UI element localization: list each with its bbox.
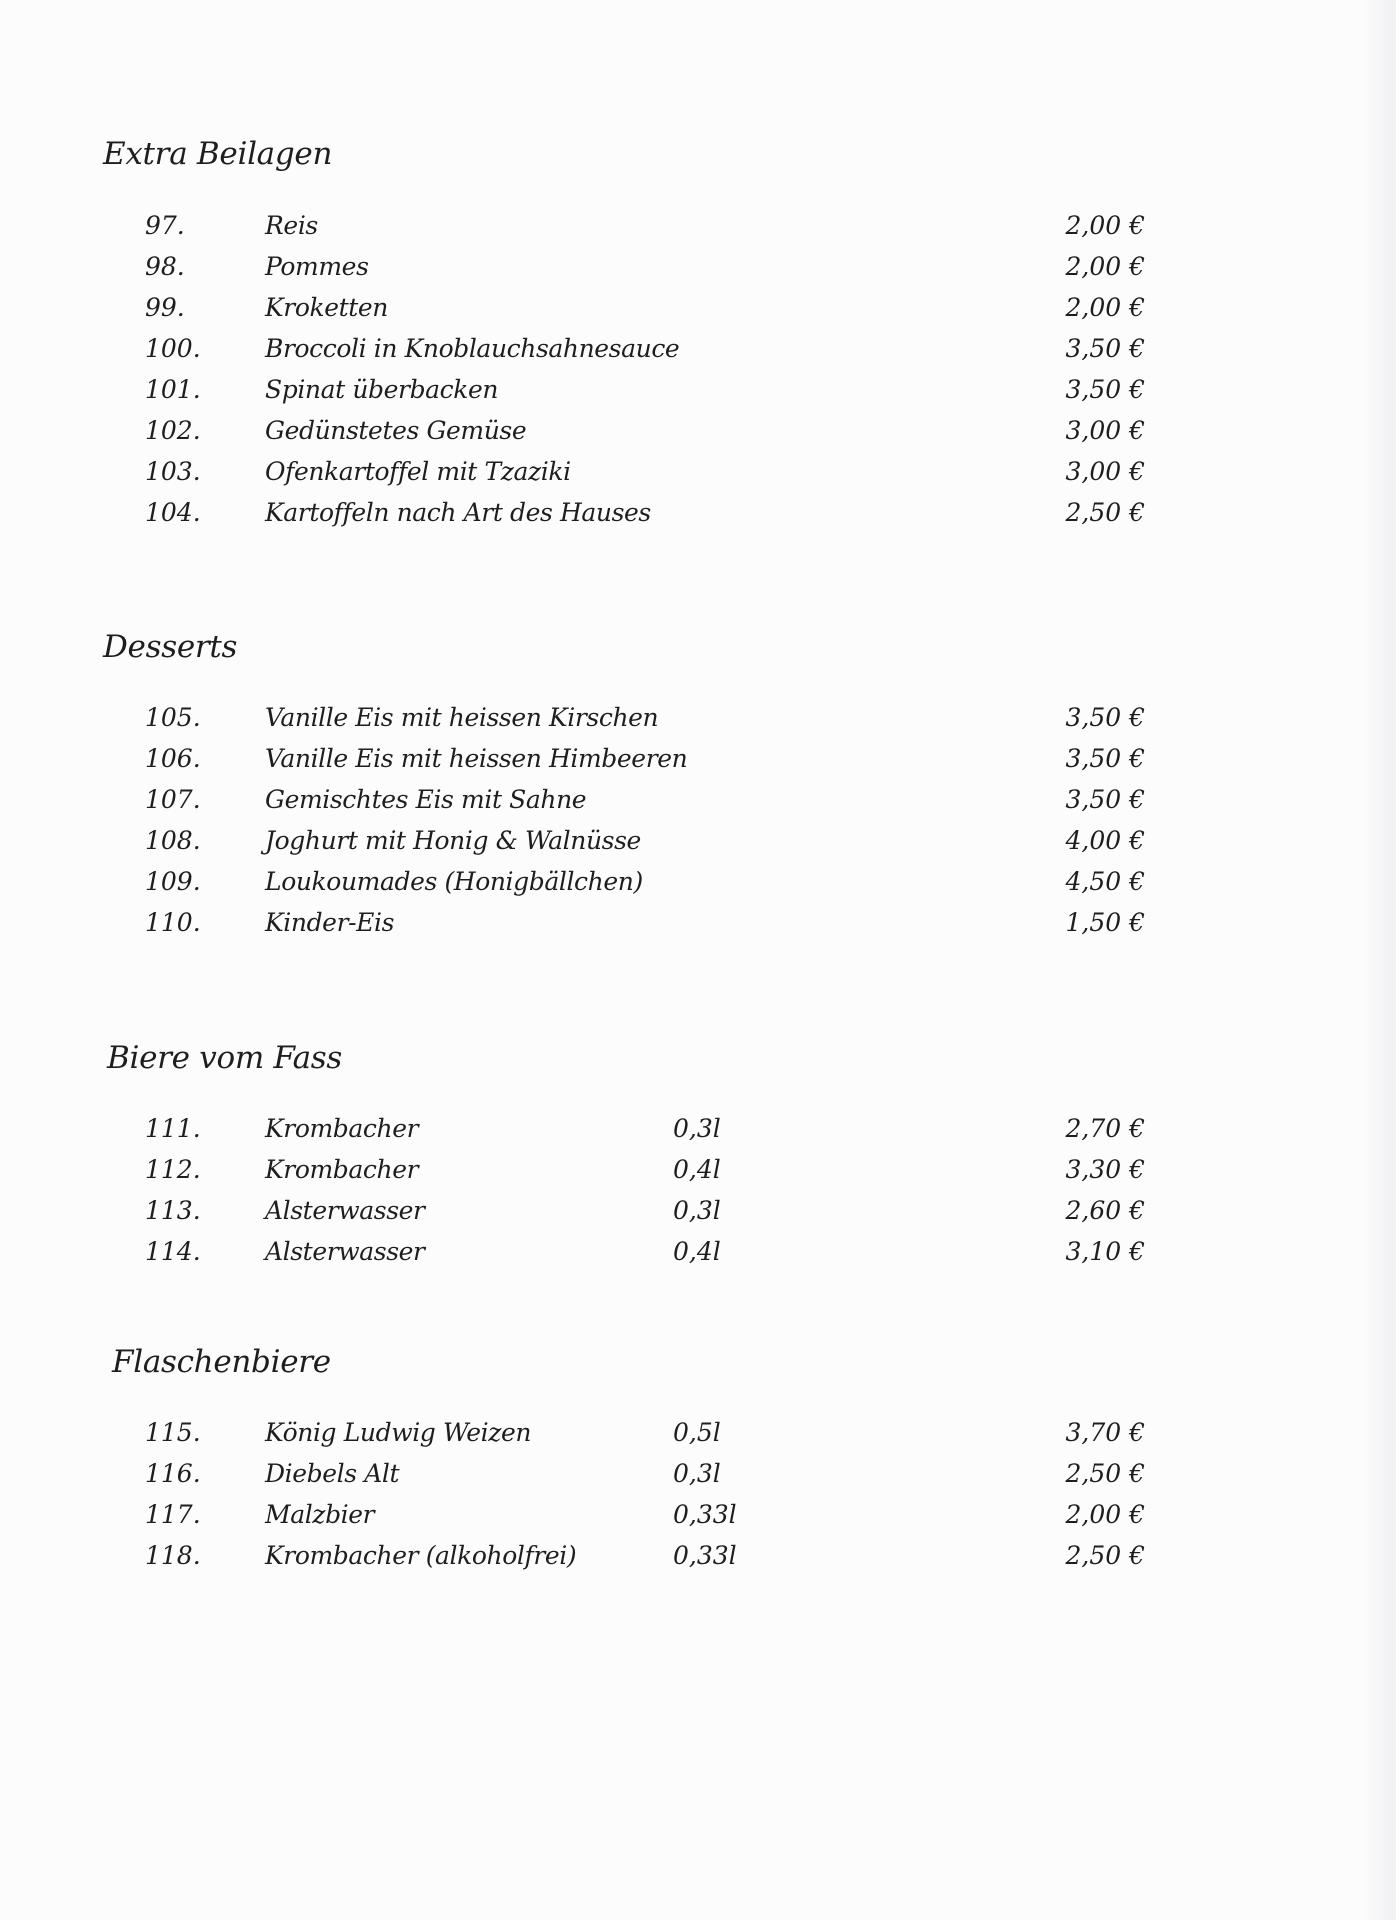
section-title-desserts: Desserts [103,629,238,665]
item-name: Diebels Alt [265,1459,400,1488]
menu-item [0,1412,1200,1453]
item-name: Joghurt mit Honig & Walnüsse [265,826,641,855]
item-price: 3,30 € [1065,1155,1145,1184]
item-number: 106. [145,744,201,773]
item-number: 118. [145,1541,201,1570]
item-number: 108. [145,826,201,855]
item-number: 109. [145,867,201,896]
menu-item [0,1108,1200,1149]
item-number: 112. [145,1155,201,1184]
item-name: Ofenkartoffel mit Tzaziki [265,457,571,486]
item-number: 100. [145,334,201,363]
item-name: Krombacher [265,1155,419,1184]
item-name: Vanille Eis mit heissen Himbeeren [265,744,688,773]
item-price: 3,50 € [1065,334,1145,363]
item-price: 2,50 € [1065,1541,1145,1570]
item-price: 3,10 € [1065,1237,1145,1266]
menu-item [0,328,1200,369]
item-price: 2,00 € [1065,252,1145,281]
menu-item [0,738,1200,779]
item-name: Malzbier [265,1500,375,1529]
item-number: 104. [145,498,201,527]
item-price: 3,50 € [1065,744,1145,773]
item-price: 3,50 € [1065,785,1145,814]
item-price: 2,00 € [1065,1500,1145,1529]
item-number: 105. [145,703,201,732]
item-number: 103. [145,457,201,486]
section-desserts-items [0,697,1200,943]
menu-item [0,1494,1200,1535]
item-price: 3,50 € [1065,375,1145,404]
menu-item [0,287,1200,328]
item-name: Alsterwasser [265,1237,425,1266]
item-name: Vanille Eis mit heissen Kirschen [265,703,659,732]
item-size: 0,3l [673,1196,721,1225]
menu-item [0,492,1200,533]
item-size: 0,4l [673,1155,721,1184]
item-price: 3,00 € [1065,457,1145,486]
item-number: 98. [145,252,185,281]
menu-item [0,820,1200,861]
menu-item [0,205,1200,246]
item-number: 99. [145,293,185,322]
menu-item [0,1453,1200,1494]
item-number: 101. [145,375,201,404]
menu-item [0,369,1200,410]
item-price: 2,60 € [1065,1196,1145,1225]
item-name: Reis [265,211,318,240]
item-number: 111. [145,1114,201,1143]
item-number: 115. [145,1418,201,1447]
item-name: Kartoffeln nach Art des Hauses [265,498,651,527]
menu-item [0,902,1200,943]
item-price: 3,00 € [1065,416,1145,445]
item-name: Alsterwasser [265,1196,425,1225]
item-price: 2,00 € [1065,293,1145,322]
section-flaschenbiere-items [0,1412,1200,1576]
item-name: Krombacher [265,1114,419,1143]
item-number: 110. [145,908,201,937]
item-size: 0,4l [673,1237,721,1266]
item-name: König Ludwig Weizen [265,1418,532,1447]
item-number: 114. [145,1237,201,1266]
section-title-extra-beilagen: Extra Beilagen [103,136,333,172]
item-size: 0,5l [673,1418,721,1447]
item-price: 1,50 € [1065,908,1145,937]
menu-item [0,1190,1200,1231]
item-size: 0,33l [673,1541,737,1570]
item-name: Kroketten [265,293,389,322]
item-number: 113. [145,1196,201,1225]
menu-item [0,779,1200,820]
menu-item [0,410,1200,451]
item-name: Spinat überbacken [265,375,499,404]
item-number: 116. [145,1459,201,1488]
item-name: Loukoumades (Honigbällchen) [265,867,643,896]
item-price: 4,50 € [1065,867,1145,896]
section-title-biere-vom-fass: Biere vom Fass [107,1040,342,1076]
item-price: 2,00 € [1065,211,1145,240]
menu-item [0,1231,1200,1272]
menu-item [0,861,1200,902]
item-price: 2,50 € [1065,498,1145,527]
section-extra-beilagen-items [0,205,1200,533]
item-size: 0,3l [673,1459,721,1488]
paper-edge-shadow [1360,0,1396,1920]
item-price: 3,70 € [1065,1418,1145,1447]
item-number: 117. [145,1500,201,1529]
item-name: Gemischtes Eis mit Sahne [265,785,587,814]
item-number: 97. [145,211,185,240]
menu-item [0,697,1200,738]
item-price: 3,50 € [1065,703,1145,732]
menu-item [0,246,1200,287]
menu-item [0,451,1200,492]
menu-item [0,1149,1200,1190]
item-name: Pommes [265,252,369,281]
item-price: 4,00 € [1065,826,1145,855]
item-price: 2,50 € [1065,1459,1145,1488]
item-name: Broccoli in Knoblauchsahnesauce [265,334,680,363]
item-price: 2,70 € [1065,1114,1145,1143]
item-size: 0,33l [673,1500,737,1529]
item-name: Kinder-Eis [265,908,395,937]
item-size: 0,3l [673,1114,721,1143]
menu-item [0,1535,1200,1576]
item-name: Krombacher (alkoholfrei) [265,1541,577,1570]
item-number: 107. [145,785,201,814]
section-biere-vom-fass-items [0,1108,1200,1272]
item-number: 102. [145,416,201,445]
section-title-flaschenbiere: Flaschenbiere [112,1344,331,1380]
item-name: Gedünstetes Gemüse [265,416,527,445]
